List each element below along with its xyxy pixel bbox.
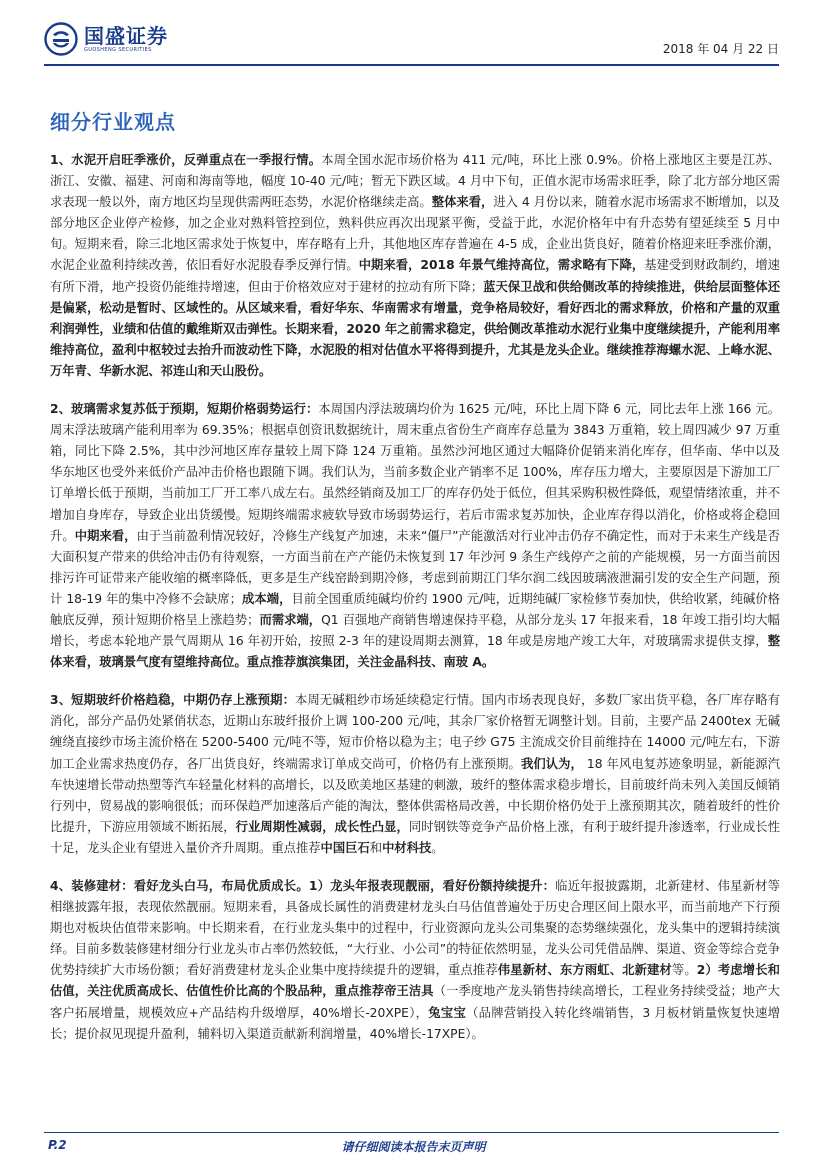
- emphasis-text: 中期来看，2018 年景气维持高位，需求略有下降，: [358, 258, 645, 273]
- emphasis-text: 中期来看，: [74, 528, 137, 543]
- emphasis-text: 成本端，: [241, 591, 292, 606]
- body-text: Q1 百强地产商销售增速保持平稳，从部分龙头 17 年报来看，18 年竣工指引均大幅增长，考虑本轮地产景气周期从 16 年初开始，按照 2-3 年的建设周期去测算，18 年或是房地产竣工大年，对玻璃需求提供支撑，: [50, 612, 780, 649]
- body-text: 进入 4 月份以来，随着水泥市场需求不断增加，以及部分地区企业停产检修，加之企业对熟料管控到位，熟料供应再次出现紧平衡，受益于此，水泥价格年中有升态势有望延续至 5 月中旬。短期来看，除三北地区需求处于恢复中，库存略有上升，其他地区库存普遍在 4-5 成，企业出货良好，随着价格迎来旺季涨价潮，水泥企业盈利持续改善，依旧看好水泥股春季反弹行情。: [50, 195, 780, 273]
- section-title: 细分行业观点: [50, 110, 176, 134]
- body-text: 。: [431, 840, 444, 855]
- body-text: （品牌营销投入转化终端销售，3 月板材销量恢复快速增长；提价叔见现提升盈利，辅料切入渠道贡献新利润增量，40%增长-17XPE）。: [50, 1005, 780, 1041]
- report-date: 2018 年 04 月 22 日: [662, 42, 779, 56]
- body-text: 本周国内浮法玻璃均价为 1625 元/吨，环比上周下降 6 元，同比去年上涨 166 元。周末浮法玻璃产能利用率为 69.35%；根据卓创资讯数据统计，周末重点省份生产商库存总量为 3843 万重箱，较上周四减少 97 万重箱，同比下降 2.5%，其中沙河地区库存量较上周下降 124 万重箱。虽然沙河地区通过大幅降价促销来消化库存，但华南、华中以及华东地区也受外来低价产品冲击价格也跟随下调。我们认为，当前多数企业产销率不足 100%，库存压力增大，主要原因是下游加工厂订单增长低于预期，当前加工厂开工率八成左右。虽然经销商及加工厂的库存仍处于低位，但其采购积极性降低，观望情绪浓重，并不增加自身库存，导致企业出货缓慢。短期终端需求疲软导致市场弱势运行，若后市需求复苏加快，企业库存得以消化，价格或将企稳回升。: [50, 402, 781, 543]
- body-text: 同时钢铁等竞争产品价格上涨，有利于玻纤提升渗透率，行业成长性十足，龙头企业有望进入量价齐升周期。重点推荐: [50, 819, 780, 855]
- emphasis-text: 4、装修建材：看好龙头白马，布局优质成长。1）龙头年报表现靓丽，看好份额持续提升：: [50, 879, 556, 893]
- emphasis-text: 整体来看，玻璃景气度有望维持高位。重点推荐旗滨集团，关注金晶科技、南玻 A。: [50, 634, 780, 670]
- emphasis-text: 2、玻璃需求复苏低于预期，短期价格弱势运行：: [50, 402, 319, 417]
- guosheng-logo-icon: [44, 22, 78, 56]
- logo-name-cn: 国盛证券: [84, 23, 168, 48]
- footer-divider: [44, 1132, 779, 1133]
- footer-disclaimer: 请仔细阅读本报告末页声明: [341, 1140, 486, 1154]
- body-text: 基建受到财政制约，增速有所下滑，地产投资仍能维持增速，但由于价格效应对于建材的拉动有所下降；: [50, 258, 780, 294]
- emphasis-text: 2）考虑增长和估值，关注优质高成长、估值性价比高的个股品种，重点推荐帝王洁具: [50, 963, 780, 999]
- paragraph-glass: [50, 399, 780, 673]
- paragraph-decoration: [50, 876, 780, 1045]
- body-text: 本周全国水泥市场价格为 411 元/吨，环比上涨 0.9%。价格上涨地区主要是江苏、浙江、安徽、福建、河南和海南等地，幅度 10-40 元/吨；暂无下跌区域。4 月中下旬，正值水泥市场需求旺季，除了北方部分地区需求表现一般以外，南方地区均呈现供需两旺态势，水泥价格继续走高。: [50, 153, 780, 210]
- body-text: 由于当前盈利情况较好，冷修生产线复产加速，未来“僵尸”产能激活对行业冲击仍存不确定性，而对于未来生产线是否大面积复产带来的供给冲击仍有待观察，一方面当前在产产能仍未恢复到 17 年沙河 9 条生产线停产之前的产能规模，另一方面当前因排污许可证带来产能收缩的概率降低，更多是生产线窑龄到期冷修，考虑到前期江门华尔润二线因玻璃液泄漏引发的安全生产问题，预计 18-19 年的集中冷修不会缺席；: [50, 528, 780, 606]
- emphasis-text: 3、短期玻纤价格趋稳，中期仍存上涨预期：: [50, 693, 296, 708]
- emphasis-text: 1、水泥开启旺季涨价，反弹重点在一季报行情。: [50, 153, 322, 167]
- body-text: 目前全国重质纯碱均价约 1900 元/吨，近期纯碱厂家检修节奏加快，供给收紧，纯碱价格触底反弹，预计短期价格呈上涨趋势；: [50, 591, 780, 627]
- page-number: P.2: [48, 1138, 67, 1152]
- body-text: （一季度地产龙头销售持续高增长，工程业务持续受益；地产大客户拓展增量，规模效应+产品结构升级增厚，40%增长-20XPE），: [50, 984, 780, 1020]
- emphasis-text: 中材科技: [382, 840, 432, 855]
- paragraph-cement: [50, 150, 780, 382]
- emphasis-text: 而需求端，: [259, 612, 322, 627]
- emphasis-text: 兔宝宝: [428, 1005, 467, 1020]
- body-text: 本周无碱粗纱市场延续稳定行情。国内市场表现良好，多数厂家出货平稳，各厂库存略有消化，部分产品仍处紧俏状态，近期山东玻纤报价上调 100-200 元/吨，其余厂家价格暂无调整计划。目前，主要产品 2400tex 无碱缠绕直接纱市场主流价格在 5200-5400 元/吨不等，短市价格以稳为主；电子纱 G75 主流成交价目前维持在 14000 元/吨左右，下游加工企业需求热度仍存，各厂出货良好，终端需求订单成交尚可，价格仍有上涨预期。: [50, 693, 780, 771]
- paragraph-fiberglass: [50, 690, 780, 859]
- emphasis-text: 整体来看，: [431, 195, 494, 210]
- page-header: [0, 0, 827, 72]
- report-body: [50, 150, 780, 1062]
- header-divider: [44, 64, 779, 66]
- emphasis-text: 伟星新材、东方雨虹、北新建材: [497, 963, 672, 978]
- emphasis-text: 中国巨石: [320, 840, 370, 855]
- body-text: 和: [369, 840, 383, 855]
- body-text: 临近年报披露期，北新建材、伟星新材等相继披露年报，表现依然靓丽。短期来看，具备成长属性的消费建材龙头白马估值普遍处于历史合理区间上限水平，而当前地产下行预期也对板块估值带来影响。中长期来看，在行业龙头集中的过程中，行业资源向龙头公司集聚的态势继续强化，龙头集中的逻辑持续演绎。目前多数装修建材细分行业龙头市占率仍然较低，“大行业、小公司”的特征依然明显，龙头公司凭借品牌、渠道、资金等综合竞争优势持续扩大市场份额；看好消费建材龙头企业集中度持续提升的逻辑，重点推荐: [50, 879, 780, 978]
- company-logo: [44, 22, 168, 56]
- emphasis-text: 我们认为，: [520, 756, 583, 771]
- emphasis-text: 行业周期性减弱，成长性凸显，: [235, 819, 409, 834]
- body-text: 18 年风电复苏迹象明显，新能源汽车快速增长带动热塑等汽车轻量化材料的高增长，以及欧美地区基建的刺激，玻纤的整体需求稳步增长，目前玻纤尚未列入美国反倾销行列中，贸易战的影响很低；而环保趋严加速落后产能的淘汰，整体供需格局改善，中长期价格仍处于上涨预期其次，随着玻纤的性价比提升，下游应用领域不断拓展，: [50, 756, 780, 834]
- emphasis-text: 蓝天保卫战和供给侧改革的持续推进，供给层面整体还是偏紧，松动是暂时、区域性的。从区域来看，看好华东、华南需求有增量，竞争格局较好，看好西北的需求释放，价格和产量的双重利润弹性，业绩和估值的戴维斯双击弹性。长期来看，2020 年之前需求稳定，供给侧改革推动水泥行业集中度继续提升，产能利用率维持高位，盈利中枢较过去抬升而波动性下降，水泥股的相对估值水平将得到提升，尤其是龙头企业。继续推荐海螺水泥、上峰水泥、万年青、华新水泥、祁连山和天山股份。: [50, 279, 780, 378]
- body-text: 等。: [671, 963, 697, 978]
- logo-name-en: GUOSHENG SECURITIES: [84, 46, 152, 53]
